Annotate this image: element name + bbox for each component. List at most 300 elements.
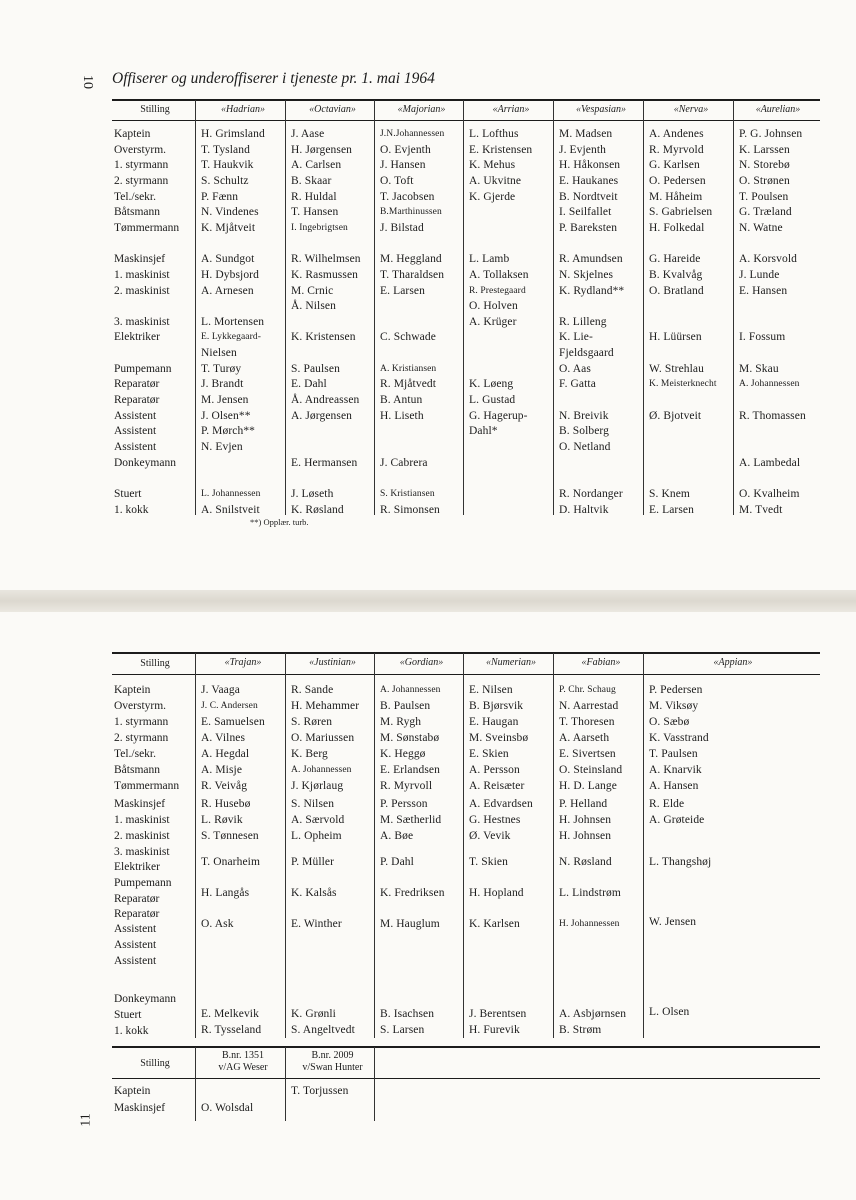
table2-cell: E. Skien bbox=[469, 748, 509, 760]
table1-cell: B. Skaar bbox=[291, 174, 332, 187]
table2-cell: N. Røsland bbox=[559, 856, 612, 868]
table1-cell: R. Prestegaard bbox=[469, 285, 526, 296]
table2-cell: S. Angeltvedt bbox=[291, 1024, 355, 1036]
table2-column-divider bbox=[195, 653, 196, 1038]
table1-cell: A. Carlsen bbox=[291, 159, 342, 172]
table2-row-label: Reparatør bbox=[114, 893, 160, 905]
table1-cell: S. Schultz bbox=[201, 174, 249, 187]
table1-cell: N. Evjen bbox=[201, 441, 243, 453]
table2-cell: T. Skien bbox=[469, 856, 508, 868]
table1-column-divider bbox=[374, 100, 375, 515]
table1-cell: A. Arnesen bbox=[201, 284, 254, 297]
table2-row-label: 1. styrmann bbox=[114, 716, 169, 728]
table2-cell: P. Chr. Schaug bbox=[559, 685, 616, 695]
table1-cell: T. Tharaldsen bbox=[380, 268, 445, 281]
table1-cell: E. Larsen bbox=[380, 284, 425, 297]
table2-cell: S. Røren bbox=[291, 716, 333, 728]
table2-row-label: Stuert bbox=[114, 1009, 142, 1021]
table2-cell: M. Sønstabø bbox=[380, 732, 440, 744]
table1-cell: B.Marthinussen bbox=[380, 207, 442, 218]
table1-row-label: Assistent bbox=[114, 425, 157, 438]
table2-cell: M. Sveinsbø bbox=[469, 732, 529, 744]
table3-row-label: Maskinsjef bbox=[114, 1102, 166, 1114]
table2-cell: M. Sætherlid bbox=[380, 814, 442, 826]
table1-cell: A. Lambedal bbox=[739, 456, 801, 469]
table2-cell: A. Vilnes bbox=[201, 732, 246, 744]
table1-cell: K. Kristensen bbox=[291, 331, 356, 344]
table1-column-divider bbox=[733, 100, 734, 515]
table2-cell: P. Dahl bbox=[380, 856, 414, 868]
table2-cell: B. Strøm bbox=[559, 1024, 602, 1036]
table1-cell: E. Haukanes bbox=[559, 174, 619, 187]
table2-cell: R. Husebø bbox=[201, 798, 251, 810]
table1-cell: A. Korsvold bbox=[739, 253, 797, 266]
table1-cell: S. Knem bbox=[649, 487, 690, 500]
table3-top-rule bbox=[112, 1046, 820, 1048]
table1-cell: A. Jørgensen bbox=[291, 409, 353, 422]
table2-cell: H. D. Lange bbox=[559, 780, 617, 792]
table2-cell: H. Johnsen bbox=[559, 830, 612, 842]
table2-cell: K. Heggø bbox=[380, 748, 426, 760]
table1-cell: K. Meisterknecht bbox=[649, 379, 717, 390]
table1-cell: A. Kristiansen bbox=[380, 363, 437, 374]
table1-ship-header: «Hadrian» bbox=[221, 104, 265, 115]
table1-cell: M. Tvedt bbox=[739, 503, 783, 516]
table1-cell: A. Ukvitne bbox=[469, 174, 522, 187]
table1-stilling-header: Stilling bbox=[140, 104, 170, 115]
table1-cell: O. Aas bbox=[559, 362, 591, 375]
table1-cell: K. Gjerde bbox=[469, 190, 516, 203]
table1-cell: S. Kristiansen bbox=[380, 488, 435, 499]
table1-cell: R. Huldal bbox=[291, 190, 337, 203]
table1-row-label: Assistent bbox=[114, 441, 157, 453]
table1-cell: O. Kvalheim bbox=[739, 487, 800, 500]
table2-cell: K. Kalsås bbox=[291, 887, 337, 899]
table1-row-label: 1. kokk bbox=[114, 503, 149, 516]
table2-cell: L. Opheim bbox=[291, 830, 342, 842]
table2-cell: O. Ask bbox=[201, 918, 234, 930]
table2-cell: K. Berg bbox=[291, 748, 328, 760]
table2-ship-header: «Fabian» bbox=[581, 657, 621, 668]
table2-cell: J. Vaaga bbox=[201, 684, 240, 696]
table2-cell: E. Winther bbox=[291, 918, 342, 930]
table1-row-label: Reparatør bbox=[114, 394, 160, 407]
table1-cell: M. Heggland bbox=[380, 253, 442, 266]
table2-cell: A. Johannessen bbox=[291, 765, 352, 775]
table1-cell: E. Larsen bbox=[649, 503, 694, 516]
table2-cell: J. Berentsen bbox=[469, 1008, 527, 1020]
table1-cell: T. Tysland bbox=[201, 143, 250, 156]
table2-cell: A. Hegdal bbox=[201, 748, 250, 760]
table1-cell: S. Gabrielsen bbox=[649, 206, 713, 219]
table1-cell: J. Løseth bbox=[291, 487, 334, 500]
table1-row-label: Pumpemann bbox=[114, 362, 172, 375]
table1-cell: O. Toft bbox=[380, 174, 414, 187]
table2-row-label: Tel./sekr. bbox=[114, 748, 156, 760]
table1-ship-header: «Majorian» bbox=[397, 104, 446, 115]
table2-cell: A. Hansen bbox=[649, 780, 699, 792]
table1-cell: Dahl* bbox=[469, 425, 498, 438]
table1-cell: A. Johannessen bbox=[739, 379, 800, 390]
table1-cell: H. Dybsjord bbox=[201, 268, 259, 281]
table2-cell: L. Thangshøj bbox=[649, 856, 712, 868]
table2-row-label: 2. maskinist bbox=[114, 830, 170, 842]
table1-cell: K. Mjåtveit bbox=[201, 221, 256, 234]
table2-cell: K. Fredriksen bbox=[380, 887, 445, 899]
table2-cell: H. Langås bbox=[201, 887, 250, 899]
table1-cell: Å. Nilsen bbox=[291, 300, 336, 313]
table2-cell: R. Myrvoll bbox=[380, 780, 433, 792]
table2-cell: Ø. Vevik bbox=[469, 830, 511, 842]
table2-cell: H. Johnsen bbox=[559, 814, 612, 826]
table2-cell: G. Hestnes bbox=[469, 814, 521, 826]
table2-row-label: 3. maskinist bbox=[114, 846, 170, 858]
table2-cell: A. Reisæter bbox=[469, 780, 525, 792]
page-heading: Offiserer og underoffiserer i tjeneste pr. 1. mai 1964 bbox=[112, 70, 435, 87]
table1-cell: S. Paulsen bbox=[291, 362, 340, 375]
table3-column-divider bbox=[374, 1047, 375, 1121]
table1-cell: E. Lykkegaard- bbox=[201, 332, 261, 343]
table2-cell: M. Rygh bbox=[380, 716, 422, 728]
table1-top-rule bbox=[112, 99, 820, 101]
table1-cell: P. Bareksten bbox=[559, 221, 618, 234]
table2-cell: K. Karlsen bbox=[469, 918, 520, 930]
table2-cell: P. Helland bbox=[559, 798, 608, 810]
table1-footnote: **) Opplær. turb. bbox=[250, 517, 309, 527]
table1-cell: L. Johannessen bbox=[201, 488, 261, 499]
table1-header-rule bbox=[112, 120, 820, 121]
table2-cell: B. Bjørsvik bbox=[469, 700, 524, 712]
table2-cell: A. Bøe bbox=[380, 830, 414, 842]
table2-row-label: Maskinsjef bbox=[114, 798, 166, 810]
table2-cell: A. Misje bbox=[201, 764, 243, 776]
table2-cell: N. Aarrestad bbox=[559, 700, 619, 712]
table1-cell: B. Kvalvåg bbox=[649, 268, 703, 281]
table2-cell: M. Viksøy bbox=[649, 700, 699, 712]
table1-row-label: 2. styrmann bbox=[114, 174, 169, 187]
table1-cell: R. Nordanger bbox=[559, 487, 623, 500]
table2-stilling-header: Stilling bbox=[140, 658, 170, 669]
table2-cell: A. Aarseth bbox=[559, 732, 610, 744]
table2-cell: K. Vasstrand bbox=[649, 732, 709, 744]
table1-row-label: 2. maskinist bbox=[114, 284, 170, 297]
table2-cell: K. Grønli bbox=[291, 1008, 336, 1020]
table1-cell: Å. Andreassen bbox=[291, 394, 360, 407]
table1-cell: H. Liseth bbox=[380, 409, 424, 422]
table1-cell: K. Lie- bbox=[559, 331, 593, 344]
table2-row-label: Reparatør bbox=[114, 908, 160, 920]
table2-cell: A. Grøteide bbox=[649, 814, 705, 826]
table2-cell: E. Samuelsen bbox=[201, 716, 265, 728]
table2-ship-header: «Justinian» bbox=[309, 657, 356, 668]
table1-cell: O. Holven bbox=[469, 300, 518, 313]
table1-cell: J. Hansen bbox=[380, 159, 426, 172]
table1-cell: Ø. Bjotveit bbox=[649, 409, 702, 422]
table2-cell: M. Hauglum bbox=[380, 918, 440, 930]
table1-column-divider bbox=[285, 100, 286, 515]
table1-cell: P. Mørch** bbox=[201, 425, 256, 438]
table1-row-label: Kaptein bbox=[114, 128, 151, 140]
table2-row-label: Tømmermann bbox=[114, 780, 180, 792]
table1-column-divider bbox=[553, 100, 554, 515]
table1-row-label: 1. styrmann bbox=[114, 159, 169, 172]
table2-cell: T. Paulsen bbox=[649, 748, 698, 760]
table1-cell: T. Poulsen bbox=[739, 190, 789, 203]
table1-cell: I. Ingebrigtsen bbox=[291, 222, 348, 233]
table2-cell: P. Pedersen bbox=[649, 684, 703, 696]
table2-cell: H. Furevik bbox=[469, 1024, 520, 1036]
table1-column-divider bbox=[463, 100, 464, 515]
table1-cell: N. Vindenes bbox=[201, 206, 259, 219]
table1-cell: K. Løeng bbox=[469, 378, 514, 391]
table1-cell: B. Antun bbox=[380, 394, 423, 407]
table1-row-label: Assistent bbox=[114, 409, 157, 422]
table2-column-divider bbox=[643, 653, 644, 1038]
table1-cell: J. Aase bbox=[291, 128, 325, 140]
table2-row-label: Assistent bbox=[114, 955, 157, 967]
table1-cell: N. Storebø bbox=[739, 159, 790, 172]
table2-row-label: Pumpemann bbox=[114, 877, 172, 889]
table2-cell: H. Johannessen bbox=[559, 919, 620, 929]
page-number-bottom: 11 bbox=[78, 1113, 94, 1127]
table1-row-label: Donkeymann bbox=[114, 456, 176, 469]
table1-cell: I. Fossum bbox=[739, 331, 786, 344]
table1-row-label: Elektriker bbox=[114, 331, 160, 344]
table2-cell: L. Olsen bbox=[649, 1006, 690, 1018]
table3-cell: T. Torjussen bbox=[291, 1085, 349, 1097]
page-fold bbox=[0, 590, 856, 612]
table1-row-label: Tømmermann bbox=[114, 221, 180, 234]
table2-cell: H. Hopland bbox=[469, 887, 524, 899]
table1-row-label: Båtsmann bbox=[114, 206, 160, 219]
table2-cell: R. Tysseland bbox=[201, 1024, 262, 1036]
table3-column-divider bbox=[195, 1047, 196, 1121]
table2-cell: A. Særvold bbox=[291, 814, 345, 826]
table1-cell: P. G. Johnsen bbox=[739, 128, 803, 140]
table2-cell: J. Kjørlaug bbox=[291, 780, 344, 792]
table1-cell: A. Snilstveit bbox=[201, 503, 260, 516]
table1-cell: T. Jacobsen bbox=[380, 190, 435, 203]
table1-cell: P. Fænn bbox=[201, 190, 239, 203]
table2-row-label: Elektriker bbox=[114, 861, 160, 873]
table1-cell: R. Amundsen bbox=[559, 253, 623, 266]
table1-column-divider bbox=[195, 100, 196, 515]
table2-row-label: Båtsmann bbox=[114, 764, 160, 776]
table1-cell: G. Hagerup- bbox=[469, 409, 528, 422]
table2-cell: B. Paulsen bbox=[380, 700, 431, 712]
table1-cell: R. Lilleng bbox=[559, 315, 607, 328]
table1-cell: J. Lunde bbox=[739, 268, 780, 281]
table2-cell: O. Mariussen bbox=[291, 732, 355, 744]
table1-cell: K. Rydland** bbox=[559, 284, 625, 297]
page-number-top: 10 bbox=[80, 75, 95, 89]
table1-cell: T. Haukvik bbox=[201, 159, 254, 172]
table1-cell: O. Bratland bbox=[649, 284, 704, 297]
table1-cell: H. Håkonsen bbox=[559, 159, 621, 172]
table1-cell: T. Hansen bbox=[291, 206, 339, 219]
table3-header-rule bbox=[112, 1078, 820, 1079]
table1-cell: N. Skjelnes bbox=[559, 268, 614, 281]
table1-cell: A. Tollaksen bbox=[469, 268, 529, 281]
table1-ship-header: «Arrian» bbox=[492, 104, 530, 115]
table1-row-label: Overstyrm. bbox=[114, 143, 167, 156]
table1-cell: M. Håheim bbox=[649, 190, 703, 203]
table3-ship-header: v/AG Weser bbox=[218, 1062, 268, 1073]
table2-column-divider bbox=[463, 653, 464, 1038]
table2-row-label: 1. maskinist bbox=[114, 814, 170, 826]
table1-row-label: Tel./sekr. bbox=[114, 190, 156, 203]
table1-cell: I. Seilfallet bbox=[559, 206, 612, 219]
table2-cell: E. Erlandsen bbox=[380, 764, 440, 776]
table1-cell: E. Hermansen bbox=[291, 456, 358, 469]
table1-row-label: Maskinsjef bbox=[114, 253, 166, 266]
table1-cell: K. Rasmussen bbox=[291, 268, 359, 281]
table3-row-label: Kaptein bbox=[114, 1085, 151, 1097]
table2-cell: E. Melkevik bbox=[201, 1008, 259, 1020]
table1-cell: D. Haltvik bbox=[559, 503, 609, 516]
table2-ship-header: «Gordian» bbox=[399, 657, 444, 668]
table3-cell: O. Wolsdal bbox=[201, 1102, 254, 1114]
table1-cell: E. Dahl bbox=[291, 378, 327, 391]
table1-cell: B. Nordtveit bbox=[559, 190, 618, 203]
table1-cell: O. Strønen bbox=[739, 174, 790, 187]
table2-column-divider bbox=[374, 653, 375, 1038]
table2-cell: R. Elde bbox=[649, 798, 685, 810]
table1-cell: J. Bilstad bbox=[380, 221, 424, 234]
table2-column-divider bbox=[285, 653, 286, 1038]
table1-cell: R. Mjåtvedt bbox=[380, 378, 437, 391]
table1-cell: C. Schwade bbox=[380, 331, 436, 344]
table2-cell: S. Nilsen bbox=[291, 798, 335, 810]
table2-row-label: Donkeymann bbox=[114, 993, 176, 1005]
table1-cell: L. Mortensen bbox=[201, 315, 265, 328]
table1-cell: J. Evjenth bbox=[559, 143, 606, 156]
table2-ship-header: «Numerian» bbox=[486, 657, 536, 668]
table3-ship-header: B.nr. 1351 bbox=[222, 1050, 264, 1061]
table1-cell: M. Madsen bbox=[559, 128, 613, 140]
table1-cell: J. Brandt bbox=[201, 378, 244, 391]
table1-row-label: Reparatør bbox=[114, 378, 160, 391]
table3-ship-header: B.nr. 2009 bbox=[311, 1050, 354, 1061]
table2-row-label: Assistent bbox=[114, 923, 157, 935]
table1-cell: J.N.Johannessen bbox=[380, 129, 445, 139]
table2-cell: A. Edvardsen bbox=[469, 798, 533, 810]
table1-cell: N. Watne bbox=[739, 221, 783, 234]
table2-row-label: Overstyrm. bbox=[114, 700, 167, 712]
table2-cell: O. Sæbø bbox=[649, 716, 690, 728]
table1-cell: H. Folkedal bbox=[649, 221, 705, 234]
table1-row-label: Stuert bbox=[114, 487, 142, 500]
table2-cell: P. Persson bbox=[380, 798, 428, 810]
table1-cell: T. Turøy bbox=[201, 362, 242, 375]
table1-cell: R. Wilhelmsen bbox=[291, 253, 361, 266]
table1-cell: R. Simonsen bbox=[380, 503, 440, 516]
table1-ship-header: «Octavian» bbox=[309, 104, 356, 115]
table1-cell: H. Grimsland bbox=[201, 128, 265, 140]
table2-cell: T. Onarheim bbox=[201, 856, 261, 868]
table2-cell: S. Larsen bbox=[380, 1024, 425, 1036]
table1-cell: W. Strehlau bbox=[649, 362, 704, 375]
table3-stilling-header: Stilling bbox=[140, 1058, 170, 1069]
table1-row-label: 1. maskinist bbox=[114, 268, 170, 281]
table1-cell: A. Andenes bbox=[649, 128, 704, 140]
table1-cell: K. Mehus bbox=[469, 159, 516, 172]
table1-cell: E. Hansen bbox=[739, 284, 788, 297]
table3-column-divider bbox=[285, 1047, 286, 1121]
table2-row-label: 1. kokk bbox=[114, 1025, 149, 1037]
table1-cell: R. Myrvold bbox=[649, 143, 704, 156]
table1-cell: J. Cabrera bbox=[380, 456, 428, 469]
table1-cell: L. Lofthus bbox=[469, 128, 519, 140]
table1-cell: K. Larssen bbox=[739, 143, 790, 156]
table1-cell: A. Sundgot bbox=[201, 253, 255, 266]
table2-cell: A. Asbjørnsen bbox=[559, 1008, 627, 1020]
table2-cell: E. Haugan bbox=[469, 716, 519, 728]
table2-cell: T. Thoresen bbox=[559, 716, 615, 728]
table1-cell: M. Crnic bbox=[291, 284, 334, 297]
table1-cell: H. Jørgensen bbox=[291, 143, 353, 156]
table1-cell: J. Olsen** bbox=[201, 409, 251, 422]
table2-cell: H. Mehammer bbox=[291, 700, 360, 712]
table1-cell: R. Thomassen bbox=[739, 409, 806, 422]
table2-cell: E. Nilsen bbox=[469, 684, 513, 696]
table1-cell: L. Gustad bbox=[469, 394, 516, 407]
table2-cell: A. Knarvik bbox=[649, 764, 702, 776]
table2-header-rule bbox=[112, 674, 820, 675]
table1-cell: M. Skau bbox=[739, 362, 779, 375]
table1-cell: E. Kristensen bbox=[469, 143, 533, 156]
table2-cell: P. Müller bbox=[291, 856, 335, 868]
table1-cell: A. Krüger bbox=[469, 315, 517, 328]
table1-column-divider bbox=[643, 100, 644, 515]
table1-cell: M. Jensen bbox=[201, 394, 249, 407]
table1-row-label: 3. maskinist bbox=[114, 315, 170, 328]
table1-cell: G. Hareide bbox=[649, 253, 701, 266]
table2-cell: R. Sande bbox=[291, 684, 334, 696]
table2-row-label: Assistent bbox=[114, 939, 157, 951]
table1-ship-header: «Nerva» bbox=[673, 104, 709, 115]
table1-cell: G. Træland bbox=[739, 206, 792, 219]
table2-ship-header: «Trajan» bbox=[224, 657, 262, 668]
table2-cell: L. Røvik bbox=[201, 814, 243, 826]
table1-cell: F. Gatta bbox=[559, 378, 596, 391]
table1-cell: O. Evjenth bbox=[380, 143, 431, 156]
table1-ship-header: «Vespasian» bbox=[576, 104, 626, 115]
table2-column-divider bbox=[553, 653, 554, 1038]
table2-top-rule bbox=[112, 652, 820, 654]
table2-cell: S. Tønnesen bbox=[201, 830, 259, 842]
table2-cell: A. Persson bbox=[469, 764, 520, 776]
table2-row-label: Kaptein bbox=[114, 684, 151, 696]
table1-cell: O. Pedersen bbox=[649, 174, 706, 187]
table2-cell: R. Veivåg bbox=[201, 780, 248, 792]
table2-row-label: 2. styrmann bbox=[114, 732, 169, 744]
table2-cell: B. Isachsen bbox=[380, 1008, 435, 1020]
table2-cell: E. Sivertsen bbox=[559, 748, 616, 760]
table2-cell: O. Steinsland bbox=[559, 764, 623, 776]
table2-cell: A. Johannessen bbox=[380, 685, 441, 695]
table1-cell: L. Lamb bbox=[469, 253, 510, 266]
table1-cell: H. Lüürsen bbox=[649, 331, 702, 344]
table2-cell: J. C. Andersen bbox=[201, 701, 258, 711]
table2-ship-header: «Appian» bbox=[713, 657, 753, 668]
table1-cell: N. Breivik bbox=[559, 409, 609, 422]
table3-ship-header: v/Swan Hunter bbox=[302, 1062, 363, 1073]
table1-cell: Fjeldsgaard bbox=[559, 347, 614, 360]
table2-cell: W. Jensen bbox=[649, 916, 697, 928]
table1-ship-header: «Aurelian» bbox=[755, 104, 801, 115]
table2-cell: L. Lindstrøm bbox=[559, 887, 621, 899]
